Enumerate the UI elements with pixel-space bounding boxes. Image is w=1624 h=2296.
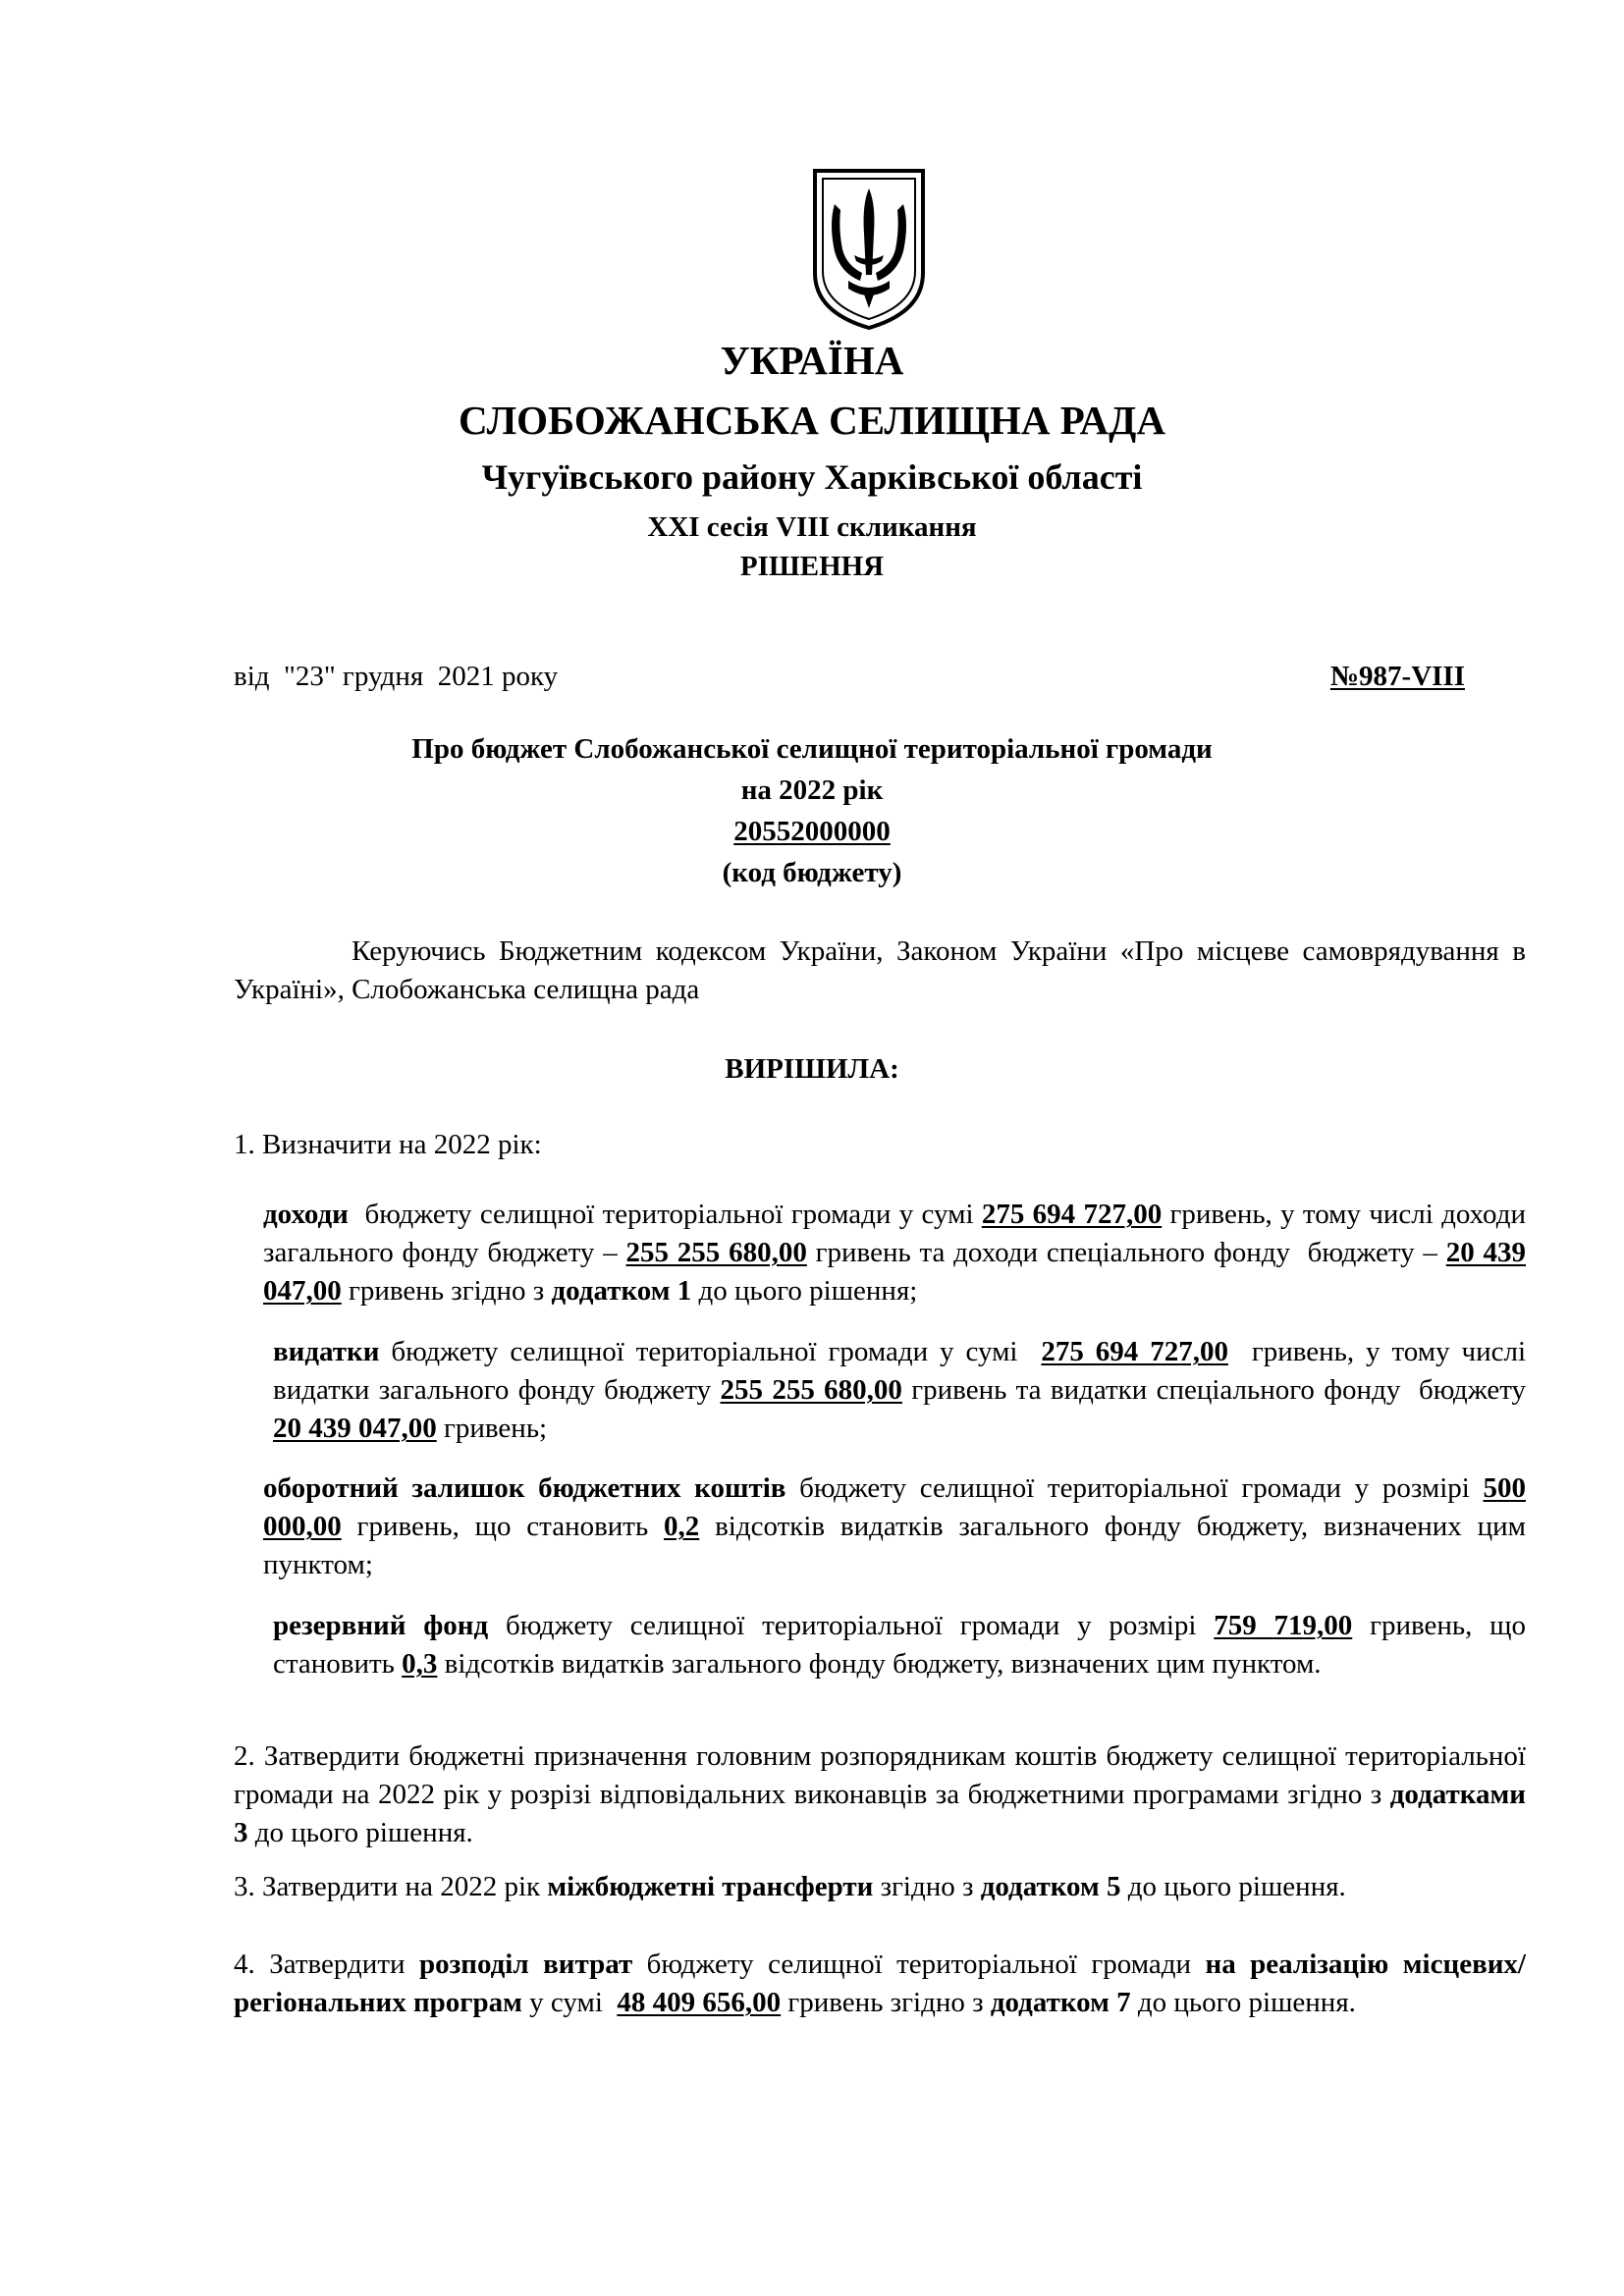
decision-number: №987-VIII (1329, 661, 1465, 692)
decision-date: від "23" грудня 2021 року (234, 661, 559, 692)
item3 (234, 1868, 1526, 1906)
item2-text-2: до цього рішення. (247, 1817, 473, 1848)
reserve-percent: 0,3 (402, 1648, 438, 1680)
item2 (234, 1737, 1526, 1852)
session-line: XXI сесія VIII скликання (647, 511, 977, 543)
income-text-2: гривень, у тому числі доходи загального фонду бюджету – (263, 1199, 1526, 1268)
item4 (234, 1946, 1526, 2022)
balance-term: оборотний залишок бюджетних коштів (263, 1472, 786, 1504)
balance-amount: 500 000,00 (263, 1472, 1526, 1542)
balance-text-2: гривень, що становить (341, 1511, 665, 1542)
item3-text-1: 3. Затвердити на 2022 рік (234, 1871, 548, 1902)
decided-heading: ВИРІШИЛА: (725, 1053, 899, 1085)
income-text-1: бюджету селищної територіальної громади у сумі (348, 1199, 982, 1230)
reserve-term: резервний фонд (273, 1610, 489, 1641)
item3-text-2: згідно з (873, 1871, 981, 1902)
reserve-text-1: бюджету селищної територіальної громади у розмірі (488, 1610, 1215, 1641)
decision-label: РІШЕННЯ (739, 551, 885, 582)
expenses-text-3: гривень та видатки спеціального фонду бюджету (901, 1374, 1534, 1406)
income-annex-ref: додатком 1 (551, 1275, 692, 1307)
subject-line-1: Про бюджет Слобожанської селищної територіальної громади (411, 733, 1213, 765)
item3-annex-ref: додатком 5 (980, 1871, 1121, 1902)
subject-line-2: на 2022 рік (740, 774, 884, 806)
income-special-fund: 20 439 047,00 (263, 1237, 1527, 1307)
item4-term: розподіл витрат (418, 1949, 633, 1980)
item3-text-3: до цього рішення. (1120, 1871, 1346, 1902)
item2-annex-ref: додатками 3 (234, 1779, 1526, 1848)
reserve-text-2: гривень, що становить (273, 1610, 1527, 1680)
budget-code: 20552000000 (733, 816, 891, 847)
expenses-term: видатки (273, 1336, 380, 1367)
expenses-special-fund: 20 439 047,00 (273, 1413, 437, 1444)
income-text-3: гривень та доходи спеціального фонду бюджету – (806, 1237, 1446, 1268)
programs-amount: 48 409 656,00 (617, 1987, 782, 2018)
reserve-amount: 759 719,00 (1214, 1610, 1353, 1641)
expenses-text-1: бюджету селищної територіальної громади у сумі (379, 1336, 1042, 1367)
item1-reserve (273, 1607, 1526, 1683)
item4-text-4: гривень згідно з (781, 1987, 991, 2018)
expenses-text-4: гривень; (436, 1413, 548, 1444)
income-text-5: до цього рішення; (691, 1275, 918, 1307)
country-title: УКРАЇНА (720, 338, 904, 383)
balance-text-1: бюджету селищної територіальної громади у розмірі (785, 1472, 1484, 1504)
expenses-total: 275 694 727,00 (1041, 1336, 1228, 1367)
district-title: Чугуївського району Харківської області (481, 457, 1143, 497)
trident-coat-of-arms-icon (805, 165, 933, 332)
item4-text-5: до цього рішення. (1130, 1987, 1356, 2018)
balance-text-3: відсотків видатків загального фонду бюджету, визначених цим пунктом; (263, 1511, 1526, 1580)
expenses-text-2: гривень, у тому числі видатки загального фонду бюджету (273, 1336, 1534, 1406)
item1-expenses (273, 1333, 1534, 1448)
item4-text-1: 4. Затвердити (234, 1949, 419, 1980)
expenses-general-fund: 255 255 680,00 (720, 1374, 902, 1406)
item4-term-2: на реалізацію місцевих/регіональних програм (234, 1949, 1526, 2018)
reserve-text-3: відсотків видатків загального фонду бюджету, визначених цим пунктом. (437, 1648, 1322, 1680)
item1-income (263, 1196, 1526, 1310)
income-general-fund: 255 255 680,00 (625, 1237, 807, 1268)
item4-annex-ref: додатком 7 (990, 1987, 1131, 2018)
item4-text-2: бюджету селищної територіальної громади (632, 1949, 1206, 1980)
item4-text-3: у сумі (521, 1987, 618, 2018)
income-text-4: гривень згідно з (341, 1275, 552, 1307)
council-title: СЛОБОЖАНСЬКА СЕЛИЩНА РАДА (459, 398, 1165, 443)
income-total: 275 694 727,00 (981, 1199, 1163, 1230)
item1-intro: 1. Визначити на 2022 рік: (234, 1129, 542, 1160)
item3-term: міжбюджетні трансферти (547, 1871, 874, 1902)
income-term: доходи (263, 1199, 349, 1230)
item2-text-1: 2. Затвердити бюджетні призначення головним розпорядникам коштів бюджету селищної територіальної громади на 2022 рік у розрізі відповідальних виконавців за бюджетними програмами згідно з (234, 1740, 1526, 1810)
item1-balance (263, 1469, 1526, 1584)
budget-code-note: (код бюджету) (722, 857, 902, 888)
balance-percent: 0,2 (664, 1511, 700, 1542)
preamble: Керуючись Бюджетним кодексом України, Законом України «Про місцеве самоврядування в Україні», Слобожанська селищна рада (234, 935, 1526, 1005)
